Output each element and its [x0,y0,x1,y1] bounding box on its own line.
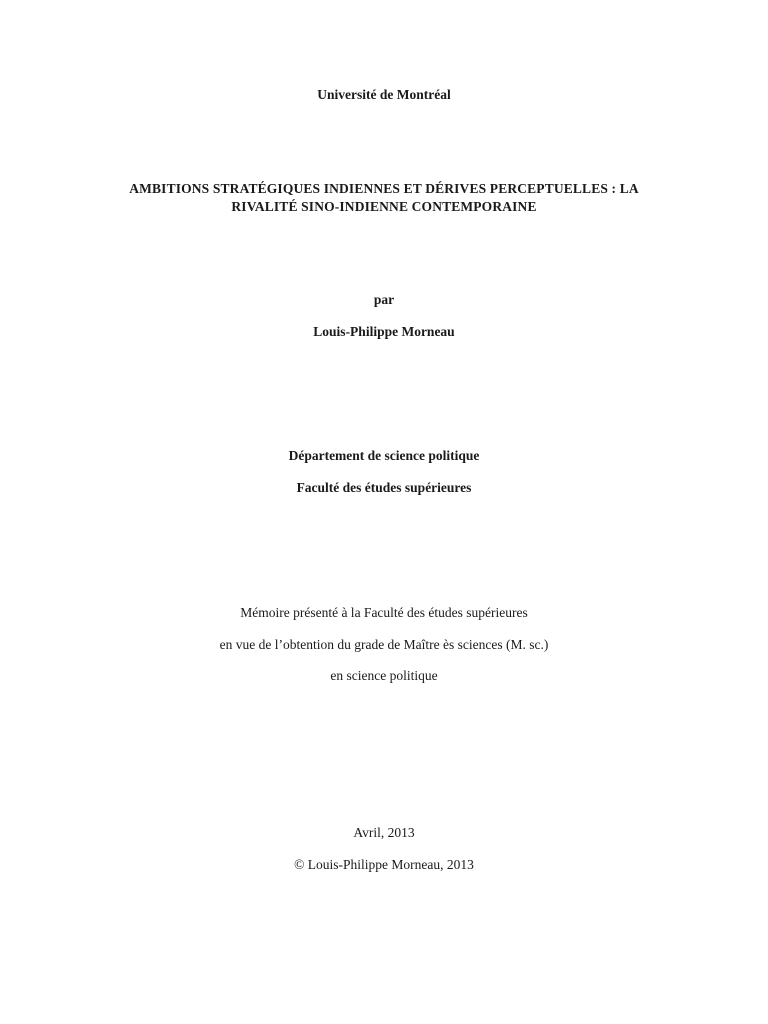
thesis-title-line-1: AMBITIONS STRATÉGIQUES INDIENNES ET DÉRIVES PERCEPTUELLES : LA [129,181,639,196]
department-name: Département de science politique [288,448,480,463]
submission-line-1: Mémoire présenté à la Faculté des études supérieures [240,605,528,620]
submission-date: Avril, 2013 [353,825,415,840]
submission-line-2: en vue de l’obtention du grade de Maître ès sciences (M. sc.) [219,637,549,652]
thesis-title [60,180,708,216]
faculty-name: Faculté des études supérieures [296,480,472,495]
copyright-notice: © Louis-Philippe Morneau, 2013 [294,857,474,872]
thesis-title-line-2: RIVALITÉ SINO-INDIENNE CONTEMPORAINE [231,199,537,214]
by-label: par [373,292,395,307]
author-name: Louis-Philippe Morneau [313,324,455,339]
university-name: Université de Montréal [317,87,451,102]
submission-line-3: en science politique [330,668,438,683]
